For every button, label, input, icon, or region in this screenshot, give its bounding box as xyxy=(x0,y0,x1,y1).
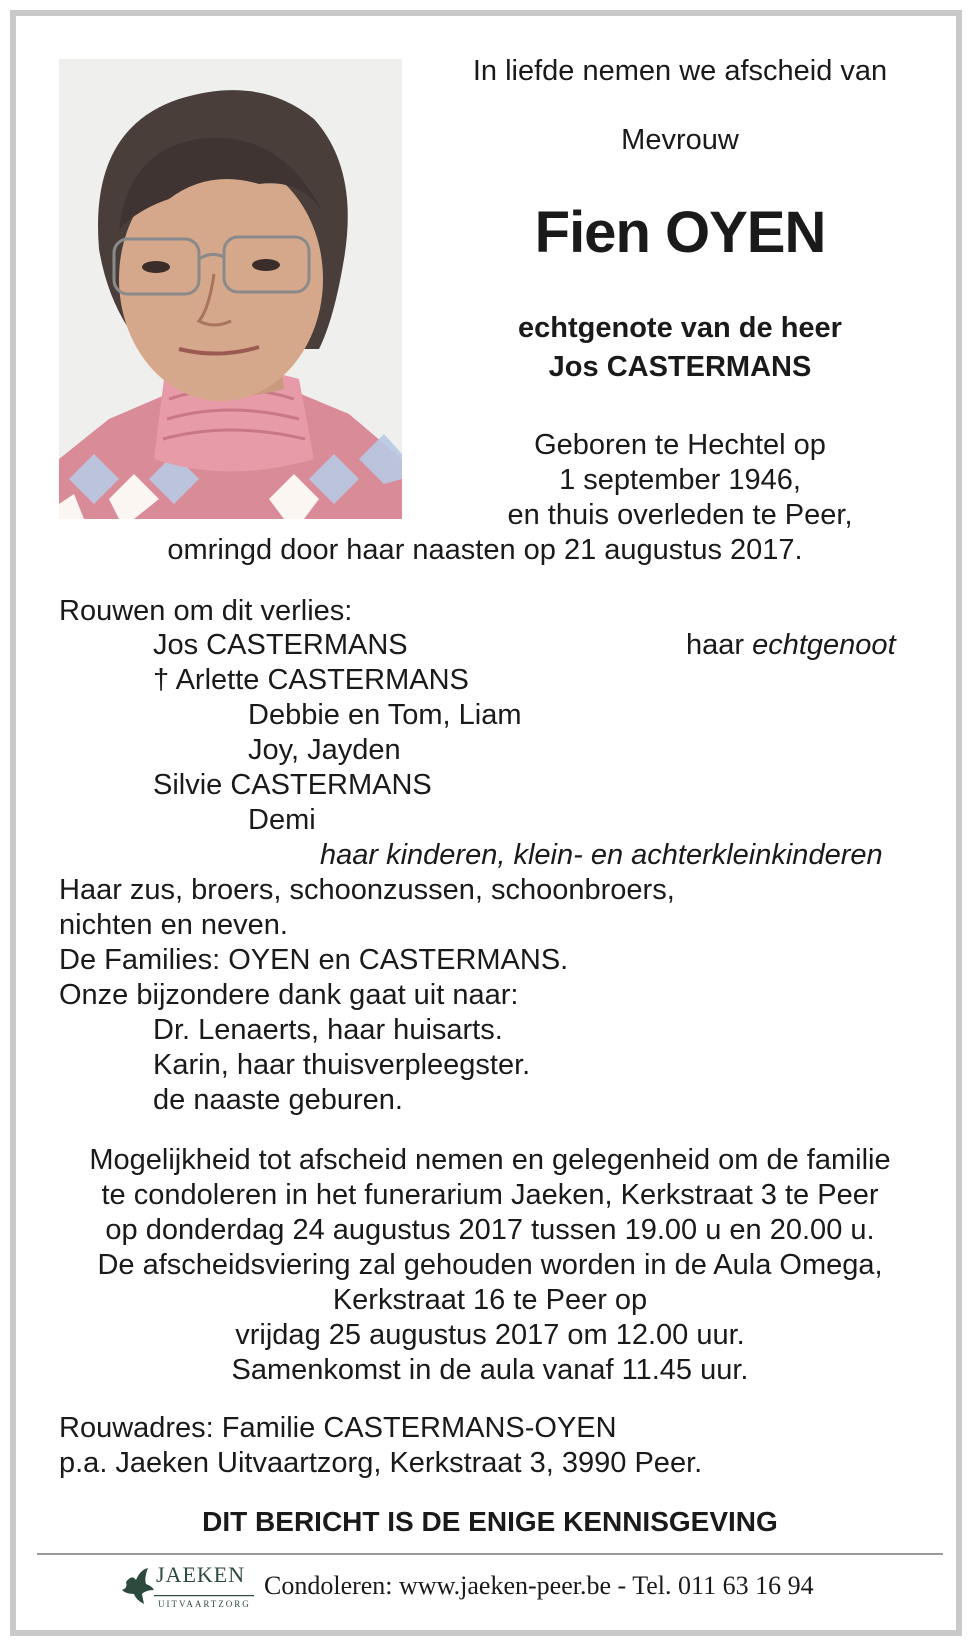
thanks-item-3: de naaste geburen. xyxy=(153,1084,403,1116)
birth-line-1: Geboren te Hechtel op xyxy=(534,429,826,461)
logo-name: JAEKEN xyxy=(156,1562,246,1587)
ceremony-line-7: Samenkomst in de aula vanaf 11.45 uur. xyxy=(231,1354,749,1386)
ceremony-line-4: De afscheidsviering zal gehouden worden in de Aula Omega, xyxy=(97,1249,883,1281)
children-role: haar kinderen, klein- en achterkleinkinderen xyxy=(320,839,883,871)
birth-line-2: 1 september 1946, xyxy=(559,464,801,496)
thanks-heading: Onze bijzondere dank gaat uit naar: xyxy=(59,979,519,1011)
portrait-illustration xyxy=(59,59,402,519)
address-line-2: p.a. Jaeken Uitvaartzorg, Kerkstraat 3, 3990 Peer. xyxy=(59,1447,703,1479)
portrait-photo xyxy=(59,59,402,519)
mourners-heading: Rouwen om dit verlies: xyxy=(59,595,353,627)
spouse-role-prefix: haar xyxy=(686,629,753,661)
spouse-line-1: echtgenote van de heer xyxy=(518,312,842,344)
ceremony-line-6: vrijdag 25 augustus 2017 om 12.00 uur. xyxy=(235,1319,745,1351)
deceased-name: Fien OYEN xyxy=(534,200,826,265)
jaeken-logo xyxy=(118,1560,258,1616)
mourner-child-1: † Arlette CASTERMANS xyxy=(153,664,469,696)
siblings-line-1: Haar zus, broers, schoonzussen, schoonbroers, xyxy=(59,874,675,906)
death-line-2: omringd door haar naasten op 21 augustus 2017. xyxy=(167,534,803,566)
mourner-greatgrandchildren-1: Joy, Jayden xyxy=(248,734,401,766)
death-line-1: en thuis overleden te Peer, xyxy=(507,499,853,531)
spouse-role xyxy=(686,628,896,662)
address-line-1: Rouwadres: Familie CASTERMANS-OYEN xyxy=(59,1412,617,1444)
mourner-grandchildren-1: Debbie en Tom, Liam xyxy=(248,699,522,731)
footer-divider xyxy=(37,1553,943,1555)
mourner-spouse: Jos CASTERMANS xyxy=(153,629,408,661)
spouse-line-2: Jos CASTERMANS xyxy=(548,351,812,383)
condolence-contact: Condoleren: www.jaeken-peer.be - Tel. 011 63 16 94 xyxy=(264,1571,814,1600)
siblings-line-2: nichten en neven. xyxy=(59,909,288,941)
mourner-grandchildren-2: Demi xyxy=(248,804,316,836)
thanks-item-1: Dr. Lenaerts, haar huisarts. xyxy=(153,1014,503,1046)
families-line: De Families: OYEN en CASTERMANS. xyxy=(59,944,569,976)
ceremony-line-2: te condoleren in het funerarium Jaeken, Kerkstraat 3 te Peer xyxy=(101,1179,879,1211)
ceremony-line-5: Kerkstraat 16 te Peer op xyxy=(332,1284,648,1316)
logo-subtitle: UITVAARTZORG xyxy=(158,1599,251,1609)
ceremony-line-3: op donderdag 24 augustus 2017 tussen 19.00 u en 20.00 u. xyxy=(105,1214,875,1246)
spouse-role-word: echtgenoot xyxy=(752,629,896,661)
ceremony-line-1: Mogelijkheid tot afscheid nemen en gelegenheid om de familie xyxy=(89,1144,891,1176)
notice-banner: DIT BERICHT IS DE ENIGE KENNISGEVING xyxy=(202,1506,778,1537)
honorific: Mevrouw xyxy=(621,124,739,156)
thanks-item-2: Karin, haar thuisverpleegster. xyxy=(153,1049,531,1081)
intro-text: In liefde nemen we afscheid van xyxy=(472,55,888,87)
mourner-child-2: Silvie CASTERMANS xyxy=(153,769,432,801)
